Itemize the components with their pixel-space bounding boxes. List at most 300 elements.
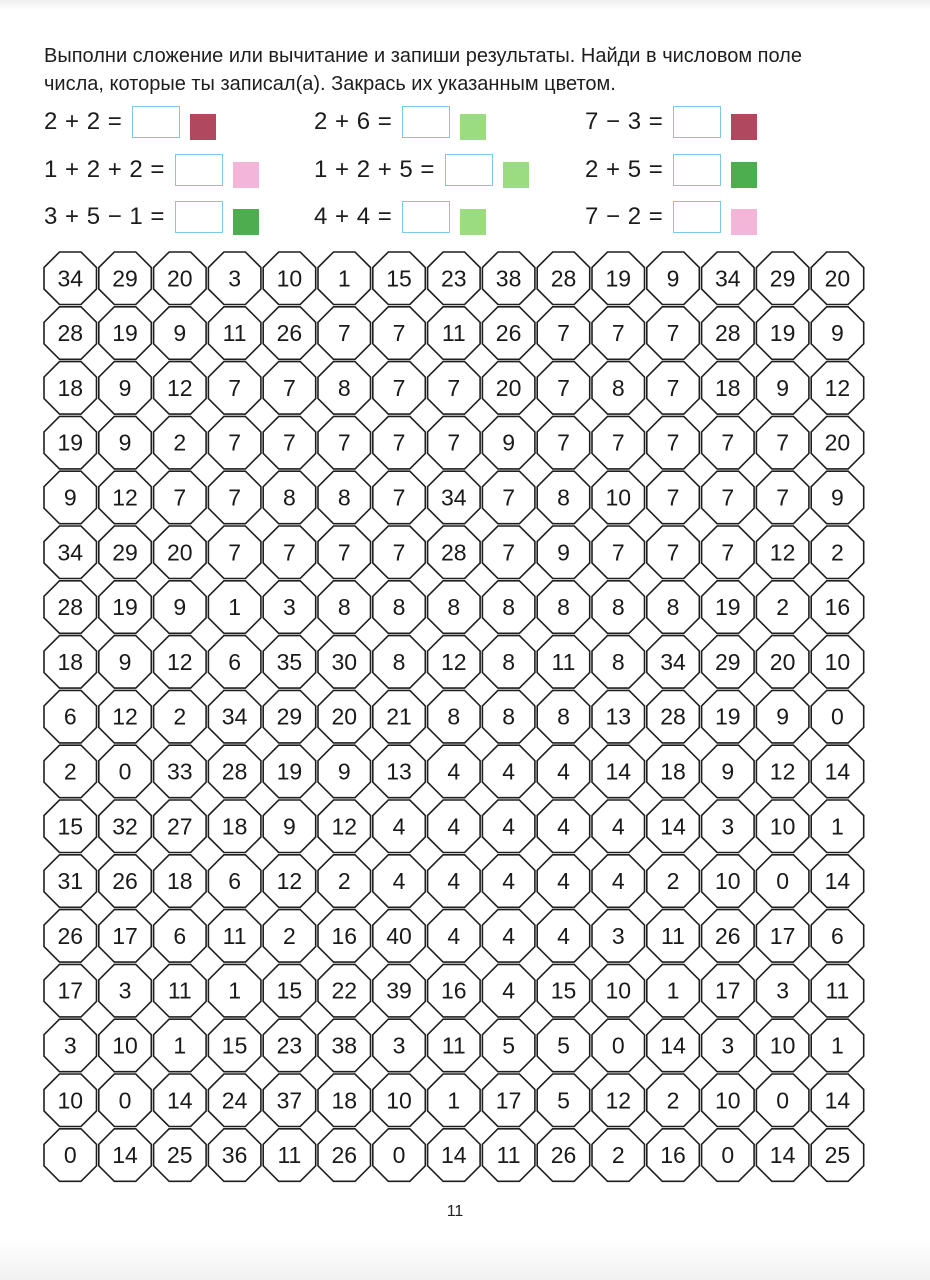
grid-cell[interactable] [263,1074,316,1127]
grid-cell[interactable] [318,1019,371,1071]
grid-cell[interactable] [44,690,97,743]
grid-cell[interactable] [811,526,864,579]
grid-cell[interactable] [428,581,481,634]
grid-cell[interactable] [428,252,481,305]
grid-cell[interactable] [263,252,316,305]
grid-cell-number: 10 [605,977,632,1004]
grid-cell[interactable] [99,800,152,853]
grid-cell[interactable] [647,362,700,415]
grid-cell-number: 11 [661,922,685,949]
grid-cell[interactable] [263,910,316,963]
grid-cell[interactable] [154,1074,207,1127]
grid-cell[interactable] [756,471,809,524]
grid-cell[interactable] [592,855,645,908]
grid-cell[interactable] [482,362,535,415]
grid-cell-number: 18 [715,374,741,401]
grid-cell[interactable] [208,690,261,743]
grid-cell[interactable] [44,964,97,1017]
grid-cell[interactable] [647,800,700,853]
grid-cell[interactable] [318,964,371,1017]
grid-cell[interactable] [44,526,97,579]
grid-cell[interactable] [537,855,590,908]
grid-cell[interactable] [154,1129,207,1182]
grid-cell[interactable] [702,964,755,1017]
grid-cell-number: 7 [666,484,680,511]
grid-cell[interactable] [99,910,152,963]
grid-cell[interactable] [263,855,316,908]
grid-cell[interactable] [756,416,809,469]
grid-cell[interactable] [44,307,97,360]
grid-cell[interactable] [647,307,700,360]
grid-cell[interactable] [592,964,645,1017]
grid-cell-number: 3 [228,265,241,292]
grid-cell[interactable] [756,307,809,360]
grid-cell[interactable] [811,800,864,853]
grid-cell[interactable] [647,745,700,798]
grid-cell[interactable] [428,362,481,415]
grid-cell[interactable] [482,690,535,743]
grid-cell[interactable] [702,307,755,360]
grid-cell[interactable] [756,362,809,415]
grid-cell[interactable] [647,910,700,963]
grid-cell[interactable] [756,1019,809,1071]
grid-cell[interactable] [263,800,316,853]
grid-cell[interactable] [428,1019,481,1071]
grid-cell[interactable] [318,745,371,798]
grid-cell[interactable] [428,1074,481,1127]
grid-cell[interactable] [702,745,755,798]
grid-cell[interactable] [44,910,97,963]
grid-cell[interactable] [537,526,590,579]
grid-cell[interactable] [428,636,481,689]
grid-cell[interactable] [592,910,645,963]
grid-cell[interactable] [99,581,152,634]
grid-cell[interactable] [318,416,371,469]
grid-cell[interactable] [99,745,152,798]
grid-cell[interactable] [482,1019,535,1071]
grid-cell[interactable] [44,1019,97,1071]
grid-cell[interactable] [99,471,152,524]
grid-cell[interactable] [373,1129,426,1182]
grid-cell[interactable] [263,690,316,743]
grid-cell[interactable] [482,526,535,579]
grid-cell[interactable] [811,362,864,415]
grid-cell[interactable] [318,581,371,634]
grid-cell[interactable] [208,800,261,853]
grid-cell[interactable] [99,690,152,743]
grid-cell-number: 18 [167,868,193,894]
grid-cell-number: 1 [831,813,844,840]
grid-cell[interactable] [428,471,481,524]
grid-cell[interactable] [373,855,426,908]
grid-cell[interactable] [811,1129,864,1182]
grid-cell[interactable] [702,1074,755,1127]
grid-cell[interactable] [318,362,371,415]
grid-cell[interactable] [702,1129,755,1182]
grid-cell[interactable] [208,416,261,469]
grid-cell[interactable] [373,636,426,689]
grid-cell-number: 17 [112,922,138,949]
grid-cell[interactable] [702,910,755,963]
grid-cell[interactable] [428,1129,481,1182]
grid-cell[interactable] [208,526,261,579]
grid-cell[interactable] [99,855,152,908]
grid-cell[interactable] [154,855,207,908]
grid-cell[interactable] [373,252,426,305]
grid-cell[interactable] [537,636,590,689]
grid-cell[interactable] [154,800,207,853]
grid-cell[interactable] [592,636,645,689]
grid-cell[interactable] [811,636,864,689]
grid-cell[interactable] [482,1074,535,1127]
grid-cell[interactable] [263,416,316,469]
grid-cell-number: 12 [331,813,358,840]
grid-cell-number: 8 [557,594,570,620]
grid-cell-number: 1 [447,1087,461,1114]
grid-cell[interactable] [99,526,152,579]
grid-cell[interactable] [263,964,316,1017]
grid-cell[interactable] [537,1019,590,1071]
grid-cell-number: 31 [57,868,84,894]
grid-cell[interactable] [537,1074,590,1127]
grid-cell[interactable] [318,526,371,579]
grid-cell-number: 20 [331,703,358,730]
grid-cell[interactable] [702,581,755,634]
grid-cell[interactable] [208,636,261,689]
grid-cell[interactable] [154,964,207,1017]
grid-cell[interactable] [811,855,864,908]
grid-cell[interactable] [756,910,809,963]
grid-cell[interactable] [537,471,590,524]
grid-cell[interactable] [44,362,97,415]
grid-cell[interactable] [154,581,207,634]
grid-cell[interactable] [592,362,645,415]
grid-cell[interactable] [99,362,152,415]
grid-cell[interactable] [482,800,535,853]
grid-cell-number: 7 [776,429,789,456]
grid-cell[interactable] [537,745,590,798]
grid-cell[interactable] [208,964,261,1017]
grid-cell[interactable] [263,307,316,360]
grid-cell[interactable] [756,800,809,853]
grid-cell-number: 11 [825,977,850,1004]
grid-cell[interactable] [318,690,371,743]
grid-cell[interactable] [154,745,207,798]
grid-cell[interactable] [702,471,755,524]
grid-cell[interactable] [482,581,535,634]
grid-cell[interactable] [592,1074,645,1127]
grid-cell[interactable] [208,1074,261,1127]
grid-cell[interactable] [592,471,645,524]
grid-cell[interactable] [318,307,371,360]
grid-cell[interactable] [44,252,97,305]
grid-cell-number: 7 [392,374,406,401]
grid-cell[interactable] [756,526,809,579]
grid-cell[interactable] [208,362,261,415]
grid-cell[interactable] [756,581,809,634]
grid-cell[interactable] [811,307,864,360]
grid-cell[interactable] [99,1074,152,1127]
grid-cell[interactable] [537,800,590,853]
grid-cell-number: 14 [824,868,851,894]
grid-cell[interactable] [318,636,371,689]
grid-cell[interactable] [647,252,700,305]
grid-cell[interactable] [811,1074,864,1127]
grid-cell[interactable] [428,416,481,469]
grid-cell[interactable] [208,1129,261,1182]
grid-cell[interactable] [647,416,700,469]
grid-cell[interactable] [208,252,261,305]
grid-cell-number: 10 [57,1087,84,1114]
grid-cell[interactable] [318,1129,371,1182]
grid-cell[interactable] [482,1129,535,1182]
grid-cell-number: 20 [769,648,796,675]
grid-cell[interactable] [44,581,97,634]
grid-cell[interactable] [99,964,152,1017]
grid-cell-number: 15 [276,977,303,1004]
grid-cell[interactable] [99,1019,152,1071]
grid-cell-number: 6 [228,648,241,675]
grid-cell[interactable] [537,307,590,360]
grid-cell[interactable] [373,416,426,469]
grid-cell[interactable] [702,636,755,689]
grid-cell[interactable] [592,307,645,360]
grid-cell[interactable] [647,1129,700,1182]
grid-cell[interactable] [756,1074,809,1127]
grid-cell[interactable] [647,1074,700,1127]
grid-cell[interactable] [208,581,261,634]
grid-cell[interactable] [154,690,207,743]
grid-cell[interactable] [208,855,261,908]
grid-cell-number: 20 [495,374,522,401]
grid-cell[interactable] [154,910,207,963]
grid-cell[interactable] [647,855,700,908]
grid-cell-number: 12 [167,648,193,675]
grid-cell[interactable] [263,581,316,634]
grid-cell-number: 1 [173,1032,187,1059]
grid-cell[interactable] [537,581,590,634]
grid-cell[interactable] [702,855,755,908]
grid-cell[interactable] [647,1019,700,1071]
grid-cell[interactable] [647,964,700,1017]
grid-cell[interactable] [373,964,426,1017]
grid-cell[interactable] [373,910,426,963]
grid-cell-number: 28 [715,320,741,347]
grid-cell[interactable] [756,690,809,743]
grid-cell[interactable] [811,910,864,963]
grid-cell[interactable] [154,1019,207,1071]
grid-cell[interactable] [537,964,590,1017]
grid-cell[interactable] [811,964,864,1017]
grid-cell[interactable] [44,471,97,524]
grid-cell[interactable] [811,1019,864,1071]
grid-cell[interactable] [44,416,97,469]
grid-cell[interactable] [318,855,371,908]
grid-cell[interactable] [537,1129,590,1182]
grid-cell[interactable] [373,581,426,634]
grid-cell[interactable] [702,526,755,579]
grid-cell[interactable] [647,690,700,743]
grid-cell-number: 11 [441,1032,466,1059]
grid-cell[interactable] [482,471,535,524]
grid-cell[interactable] [99,307,152,360]
grid-cell[interactable] [482,636,535,689]
grid-cell[interactable] [537,362,590,415]
grid-cell[interactable] [373,1074,426,1127]
grid-cell[interactable] [482,910,535,963]
grid-cell[interactable] [428,690,481,743]
grid-cell[interactable] [263,1129,316,1182]
grid-cell[interactable] [373,526,426,579]
grid-cell[interactable] [811,416,864,469]
grid-cell[interactable] [44,800,97,853]
grid-cell[interactable] [647,526,700,579]
grid-cell[interactable] [811,745,864,798]
grid-cell[interactable] [592,690,645,743]
grid-cell[interactable] [428,910,481,963]
grid-cell[interactable] [44,1074,97,1127]
grid-cell[interactable] [373,471,426,524]
grid-cell[interactable] [592,1019,645,1071]
grid-cell-number: 10 [715,1087,741,1114]
grid-cell[interactable] [154,307,207,360]
grid-cell[interactable] [373,800,426,853]
grid-cell-number: 26 [112,868,138,894]
grid-cell[interactable] [263,526,316,579]
grid-cell[interactable] [592,416,645,469]
grid-cell[interactable] [373,690,426,743]
grid-cell[interactable] [263,1019,316,1071]
grid-cell[interactable] [592,800,645,853]
grid-cell[interactable] [482,252,535,305]
grid-cell[interactable] [592,745,645,798]
grid-cell[interactable] [811,252,864,305]
grid-cell[interactable] [99,1129,152,1182]
grid-cell-number: 15 [57,813,84,840]
grid-cell[interactable] [756,636,809,689]
grid-cell[interactable] [318,471,371,524]
grid-cell-number: 18 [57,374,84,401]
grid-cell[interactable] [537,416,590,469]
grid-cell-number: 6 [63,703,77,730]
grid-cell[interactable] [482,307,535,360]
grid-cell[interactable] [702,252,755,305]
grid-cell[interactable] [263,745,316,798]
grid-cell[interactable] [756,1129,809,1182]
grid-cell[interactable] [208,307,261,360]
grid-cell[interactable] [373,745,426,798]
grid-cell[interactable] [537,690,590,743]
grid-cell[interactable] [318,1074,371,1127]
grid-cell[interactable] [592,581,645,634]
grid-cell[interactable] [263,636,316,689]
grid-cell-number: 8 [611,648,625,675]
grid-cell[interactable] [99,252,152,305]
grid-cell[interactable] [647,636,700,689]
grid-cell[interactable] [811,581,864,634]
grid-cell[interactable] [702,800,755,853]
grid-cell[interactable] [756,745,809,798]
grid-cell[interactable] [702,690,755,743]
grid-cell[interactable] [811,471,864,524]
grid-cell[interactable] [154,526,207,579]
grid-cell-number: 1 [831,1032,844,1059]
grid-cell[interactable] [428,745,481,798]
grid-cell[interactable] [482,855,535,908]
grid-cell[interactable] [44,745,97,798]
grid-cell-number: 14 [660,1032,686,1059]
grid-cell[interactable] [756,855,809,908]
grid-cell[interactable] [592,526,645,579]
grid-cell[interactable] [482,964,535,1017]
grid-cell[interactable] [537,910,590,963]
grid-cell[interactable] [154,636,207,689]
grid-cell[interactable] [647,471,700,524]
grid-cell[interactable] [263,471,316,524]
grid-cell[interactable] [756,964,809,1017]
grid-cell[interactable] [428,800,481,853]
grid-cell[interactable] [154,471,207,524]
grid-cell[interactable] [592,252,645,305]
grid-cell-number: 12 [112,703,138,730]
grid-cell[interactable] [44,636,97,689]
grid-cell-number: 29 [769,265,796,292]
grid-cell[interactable] [702,1019,755,1071]
grid-cell[interactable] [44,855,97,908]
grid-cell[interactable] [318,252,371,305]
grid-cell-number: 7 [721,429,735,456]
grid-cell-number: 8 [502,648,515,675]
grid-cell[interactable] [208,1019,261,1071]
grid-cell[interactable] [373,362,426,415]
grid-cell[interactable] [702,362,755,415]
grid-cell[interactable] [428,526,481,579]
grid-cell[interactable] [428,855,481,908]
grid-cell[interactable] [318,910,371,963]
grid-cell[interactable] [373,307,426,360]
grid-cell[interactable] [99,416,152,469]
grid-cell-number: 26 [331,1142,358,1168]
grid-cell[interactable] [263,362,316,415]
grid-cell[interactable] [702,416,755,469]
grid-cell-number: 10 [112,1032,138,1059]
grid-cell[interactable] [537,252,590,305]
grid-cell[interactable] [482,745,535,798]
grid-cell[interactable] [208,910,261,963]
grid-cell-number: 0 [118,758,132,785]
grid-cell[interactable] [811,690,864,743]
grid-cell-number: 1 [666,977,680,1004]
grid-cell-number: 7 [666,374,680,401]
grid-cell[interactable] [154,362,207,415]
grid-cell[interactable] [208,471,261,524]
grid-cell[interactable] [208,745,261,798]
grid-cell[interactable] [154,252,207,305]
grid-cell[interactable] [44,1129,97,1182]
grid-cell[interactable] [756,252,809,305]
grid-cell[interactable] [647,581,700,634]
grid-cell[interactable] [99,636,152,689]
grid-cell[interactable] [318,800,371,853]
grid-cell[interactable] [428,307,481,360]
grid-cell-number: 26 [715,922,741,949]
grid-cell[interactable] [154,416,207,469]
grid-cell[interactable] [592,1129,645,1182]
grid-cell[interactable] [373,1019,426,1071]
grid-cell[interactable] [482,416,535,469]
grid-cell[interactable] [428,964,481,1017]
grid-cell-number: 19 [715,703,741,730]
